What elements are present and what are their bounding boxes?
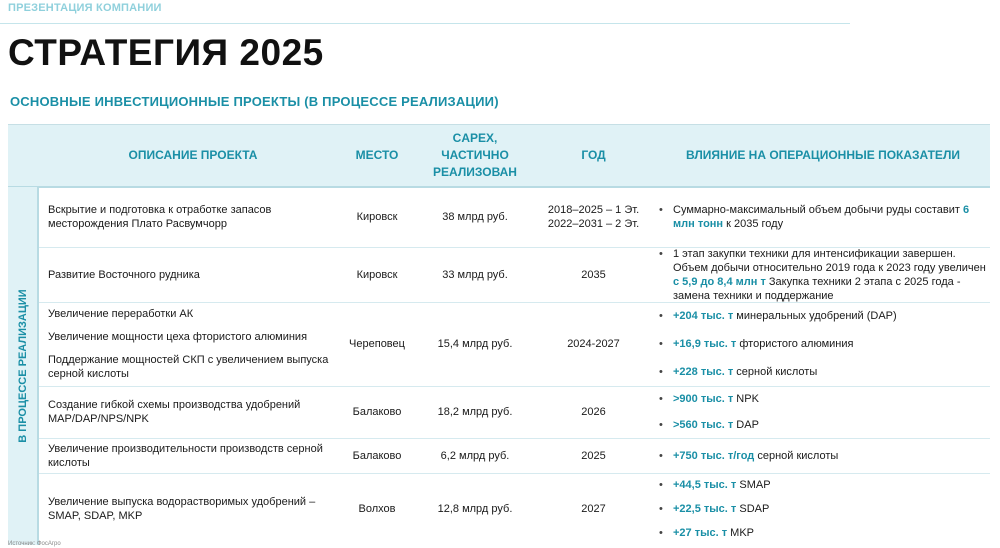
impact-highlight: +228 тыс. т bbox=[673, 366, 734, 378]
impact-item bbox=[656, 449, 990, 463]
col-header-description: ОПИСАНИЕ ПРОЕКТА bbox=[128, 148, 258, 162]
top-divider bbox=[0, 23, 850, 24]
project-place: Череповец bbox=[349, 338, 405, 350]
project-year-line: 2022–2031 – 2 Эт. bbox=[547, 218, 640, 230]
impact-item bbox=[656, 365, 990, 379]
project-description-lines bbox=[48, 268, 200, 282]
project-year bbox=[536, 473, 651, 545]
project-impact bbox=[656, 473, 990, 545]
impact-highlight: +27 тыс. т bbox=[673, 527, 728, 539]
impact-item bbox=[656, 526, 990, 540]
impact-highlight: с 5,9 до 8,4 млн т bbox=[673, 275, 766, 288]
project-description-lines bbox=[48, 203, 338, 231]
impact-highlight: +22,5 тыс. т bbox=[673, 503, 737, 515]
impact-item bbox=[656, 203, 990, 231]
impact-text: серной кислоты bbox=[754, 449, 839, 462]
project-year bbox=[536, 302, 651, 386]
impact-text: MKP bbox=[727, 527, 755, 539]
page-title: СТРАТЕГИЯ 2025 bbox=[8, 32, 324, 73]
project-year-line: 2025 bbox=[581, 449, 606, 462]
impact-list bbox=[656, 473, 990, 545]
table-row bbox=[39, 473, 990, 545]
table-row bbox=[39, 302, 990, 387]
project-description bbox=[48, 302, 338, 386]
impact-highlight: 6 млн тонн bbox=[673, 204, 970, 230]
col-header-year: ГОД bbox=[581, 148, 606, 162]
status-side-text: В ПРОЦЕССЕ РЕАЛИЗАЦИИ bbox=[16, 289, 29, 443]
presentation-label: ПРЕЗЕНТАЦИЯ КОМПАНИИ bbox=[8, 2, 162, 14]
project-description-line: Вскрытие и подготовка к отработке запасов месторождения Плато Расвумчорр bbox=[48, 204, 272, 230]
project-year-line: 2024-2027 bbox=[567, 338, 620, 350]
project-description-line: Развитие Восточного рудника bbox=[48, 268, 200, 281]
impact-list bbox=[656, 386, 990, 438]
project-description bbox=[48, 247, 338, 302]
impact-text: NPK bbox=[733, 393, 759, 405]
impact-text: к 2035 году bbox=[723, 218, 784, 230]
project-capex: 18,2 млрд руб. bbox=[437, 406, 513, 418]
impact-text: фтористого алюминия bbox=[736, 338, 854, 350]
col-header-capex bbox=[423, 125, 527, 186]
project-description-lines bbox=[48, 442, 338, 470]
impact-highlight: +750 тыс. т/год bbox=[673, 449, 755, 462]
project-year bbox=[536, 438, 651, 473]
impact-item bbox=[656, 392, 990, 406]
impact-text: Суммарно-максимальный объем добычи руды составит bbox=[673, 204, 964, 216]
impact-text: 1 этап закупки техники для интенсификации завершен. Объем добычи относительно 2019 года к 2023 году увеличен bbox=[673, 247, 986, 274]
project-description-line: Увеличение производительности производств серной кислоты bbox=[48, 442, 323, 469]
project-impact bbox=[656, 302, 990, 386]
table-row bbox=[39, 386, 990, 439]
project-capex: 38 млрд руб. bbox=[442, 211, 508, 223]
impact-list bbox=[656, 203, 990, 231]
impact-text: DAP bbox=[733, 419, 759, 431]
project-place: Волхов bbox=[358, 503, 396, 515]
project-place: Кировск bbox=[356, 211, 398, 223]
col-header-capex-line: ЧАСТИЧНО bbox=[441, 148, 509, 162]
impact-text: Закупка техники 2 этапа с 2025 года - замена техники и поддержание bbox=[673, 275, 961, 302]
project-description bbox=[48, 187, 338, 247]
projects-table bbox=[8, 124, 990, 545]
project-impact bbox=[656, 187, 990, 247]
impact-text: серной кислоты bbox=[733, 366, 818, 378]
project-capex: 15,4 млрд руб. bbox=[437, 338, 513, 350]
impact-highlight: >560 тыс. т bbox=[673, 419, 734, 431]
project-year bbox=[536, 386, 651, 438]
project-description-line: Поддержание мощностей СКП с увеличением выпуска серной кислоты bbox=[48, 354, 329, 381]
project-year-line: 2026 bbox=[581, 406, 606, 418]
project-capex: 33 млрд руб. bbox=[442, 268, 508, 281]
impact-item bbox=[656, 478, 990, 492]
col-header-place: МЕСТО bbox=[355, 148, 399, 162]
impact-item bbox=[656, 309, 990, 323]
project-place: Балаково bbox=[352, 406, 402, 418]
impact-text: SDAP bbox=[736, 503, 770, 515]
project-impact bbox=[656, 386, 990, 438]
impact-list bbox=[656, 247, 990, 303]
project-description-lines bbox=[48, 302, 338, 386]
col-header-capex-line: CAPEX, bbox=[452, 131, 498, 145]
project-description-line: Создание гибкой схемы производства удобрений MAP/DAP/NPS/NPK bbox=[48, 399, 301, 425]
section-subtitle: ОСНОВНЫЕ ИНВЕСТИЦИОННЫЕ ПРОЕКТЫ (В ПРОЦЕССЕ РЕАЛИЗАЦИИ) bbox=[10, 94, 499, 109]
project-description-lines bbox=[48, 495, 338, 523]
project-description bbox=[48, 473, 338, 545]
project-description-line: Увеличение мощности цеха фтористого алюминия bbox=[48, 330, 308, 343]
impact-text: минеральных удобрений (DAP) bbox=[733, 310, 897, 322]
source-footnote: Источник: ФосАгро bbox=[8, 541, 61, 547]
project-year bbox=[536, 187, 651, 247]
impact-item bbox=[656, 337, 990, 351]
impact-item bbox=[656, 502, 990, 516]
project-capex: 12,8 млрд руб. bbox=[437, 503, 513, 515]
project-year-line: 2027 bbox=[581, 503, 606, 515]
project-year-line: 2018–2025 – 1 Эт. bbox=[547, 204, 640, 216]
col-header-impact: ВЛИЯНИЕ НА ОПЕРАЦИОННЫЕ ПОКАЗАТЕЛИ bbox=[686, 148, 960, 162]
impact-item bbox=[656, 247, 990, 303]
table-header bbox=[8, 124, 990, 188]
project-description bbox=[48, 386, 338, 438]
impact-list bbox=[656, 449, 990, 463]
project-impact bbox=[656, 247, 990, 302]
project-place: Балаково bbox=[352, 449, 402, 462]
impact-list bbox=[656, 302, 990, 386]
impact-item bbox=[656, 418, 990, 432]
project-year bbox=[536, 247, 651, 302]
project-impact bbox=[656, 438, 990, 473]
impact-text: SMAP bbox=[736, 479, 771, 491]
table-row bbox=[39, 438, 990, 474]
impact-highlight: +204 тыс. т bbox=[673, 310, 734, 322]
impact-highlight: >900 тыс. т bbox=[673, 393, 734, 405]
project-description-line: Увеличение переработки АК bbox=[48, 307, 194, 320]
table-row bbox=[39, 187, 990, 248]
project-year-line: 2035 bbox=[581, 268, 606, 281]
status-side-label bbox=[8, 187, 39, 545]
table-row bbox=[39, 247, 990, 303]
project-description bbox=[48, 438, 338, 473]
project-description-line: Увеличение выпуска водорастворимых удобрений – SMAP, SDAP, MKP bbox=[48, 496, 316, 522]
project-description-lines bbox=[48, 398, 338, 426]
impact-highlight: +44,5 тыс. т bbox=[673, 479, 737, 491]
project-place: Кировск bbox=[356, 268, 398, 281]
col-header-capex-line: РЕАЛИЗОВАН bbox=[433, 165, 517, 179]
project-capex: 6,2 млрд руб. bbox=[440, 449, 510, 462]
impact-highlight: +16,9 тыс. т bbox=[673, 338, 737, 350]
